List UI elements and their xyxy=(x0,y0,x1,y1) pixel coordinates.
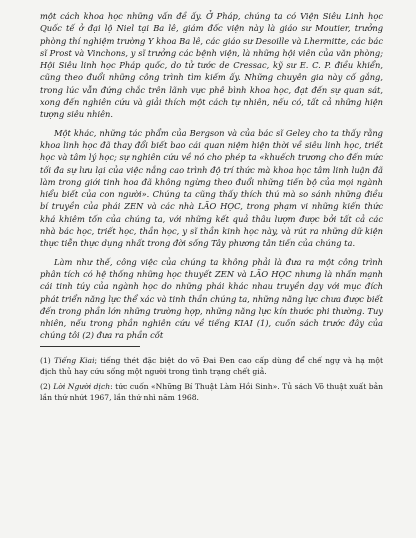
footnote-2-text: : tức cuốn «Những Bí Thuật Làm Hồi Sinh». Tủ sách Võ thuật xuất bản lần thứ nhứt 1967, lần thứ nhì năm 1968. xyxy=(40,381,384,402)
footnote-2 xyxy=(40,381,383,403)
footnote-2-lead: Lời Người dịch xyxy=(53,381,111,391)
footnote-1-lead: Tiếng Kiai xyxy=(54,355,95,365)
footnote-1-marker: (1) xyxy=(40,355,51,365)
footnote-1 xyxy=(40,355,383,377)
body-paragraph-1: một cách khoa học những vấn đề ấy. Ở Pháp, chúng ta có Viện Siêu Linh học Quốc tế ở đại lộ Niel tại Ba lê, giám đốc viện này là giáo sư Moutier, trưởng phòng thí nghiệm trường Y khoa Ba lê, các giáo sư Desoille và Lhermitte, các bác sĩ Prost và Vinchons, y sĩ trưởng các bệnh viện, là những hội viên của văn phòng; Hội Siêu linh học Pháp quốc, do tử tước de Cressac, kỹ sư E. C. P. điều khiển, cũng theo đuổi những công trình tìm kiếm ấy. Những chuyên gia này cố gắng, trong lúc vẫn đứng chắc trên lãnh vực phê bình khoa học, đạt đến sự quan sát, xong đến nghiên cứu và giải thích một cách tự nhiên, nếu có, tất cả những hiện tượng siêu nhiên. xyxy=(40,11,383,120)
footnote-divider xyxy=(40,346,140,347)
footnote-1-text: ; tiếng thét đặc biệt do võ Đai Đen cao cấp dùng để chế ngự và hạ một địch thủ hay cứu sống một người trong tình trạng chết giả. xyxy=(40,355,383,376)
footnote-2-marker: (2) xyxy=(40,381,51,391)
body-paragraph-2: Một khác, những tác phẩm của Bergson và của bác sĩ Geley cho ta thấy rằng khoa linh học đã thay đổi biết bao cái quan niệm hiện thời về siêu linh học, triết học và tâm lý học; sự nghiên cứu về nó cho phép ta «khuếch trương cho đến mức tối đa sự lưu lại của việc nắng cao trình độ trí thức mà khoa học tâm linh luận đã làm trong giới tinh hoa đã không ngừng theo đuổi những tiến bộ của mọi ngành hiểu biết của con người». Chúng ta cũng thấy thích thú mà so sánh những điều bí truyền của phái ZEN và các nhà LÃO HỌC, trong phạm vi những kiến thức khá khiêm tốn của chúng ta, với những kết quả thâu lượm được bởi tất cả các nhà bác học, triết học, thần học, y sĩ thần kinh học này, và rút ra những dữ kiện thực tiễn thực dụng nhất trong đời sống Tây phương tân tiến của chúng ta. xyxy=(40,127,383,249)
body-paragraph-3: Làm như thế, công việc của chúng ta không phải là đưa ra một công trình phân tích có hệ thống những học thuyết ZEN và LÃO HỌC nhưng là nhấn mạnh cái tinh túy của ngành học do những phái khác nhau truyền dạy với mục đích phát triển năng lực thể xác và tinh thần chúng ta, những năng lực chưa được biết đến trong phần lớn những trường hợp, những năng lực kín thước phi thường. Tuy nhiên, nếu trong phần nghiên cứu về tiếng KIAI (1), cuốn sách trước đây của chúng tôi (2) đưa ra phần cốt xyxy=(40,256,383,341)
